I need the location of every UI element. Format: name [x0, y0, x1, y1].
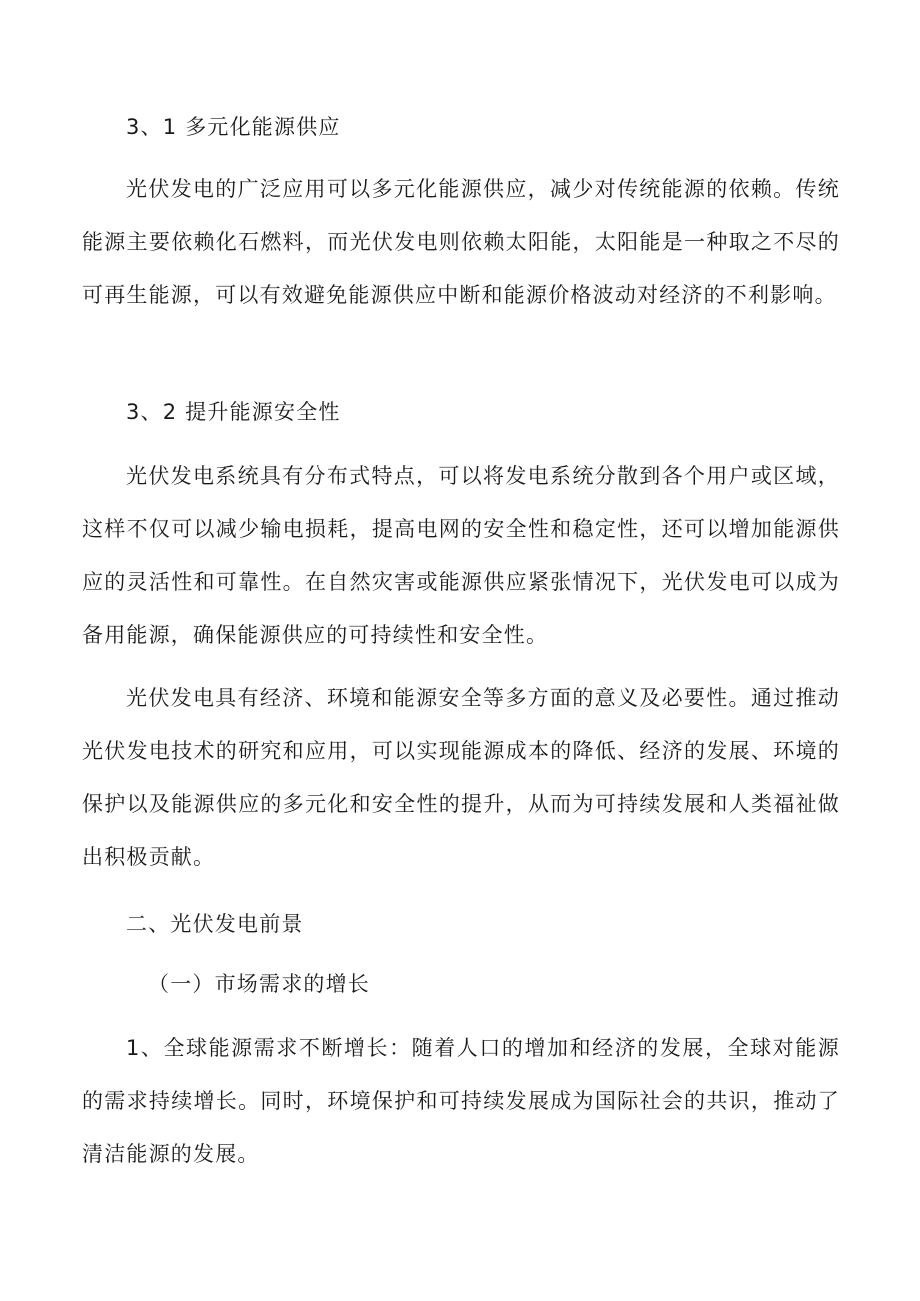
paragraph-summary: 光伏发电具有经济、环境和能源安全等多方面的意义及必要性。通过推动光伏发电技术的研究和应用，可以实现能源成本的降低、经济的发展、环境的保护以及能源供应的多元化和安全性的提升，从而为可持续发展和人类福祉做出积极贡献。 — [82, 686, 840, 869]
section-heading-3-2: 3、2 提升能源安全性 — [126, 400, 341, 424]
subsection-heading-market-demand: （一）市场需求的增长 — [148, 972, 370, 996]
paragraph-global-demand: 1、全球能源需求不断增长：随着人口的增加和经济的发展，全球对能源的需求持续增长。同时，环境保护和可持续发展成为国际社会的共识，推动了清洁能源的发展。 — [82, 1036, 840, 1166]
section-heading-3-1: 3、1 多元化能源供应 — [126, 115, 341, 139]
paragraph-energy-security: 光伏发电系统具有分布式特点，可以将发电系统分散到各个用户或区域，这样不仅可以减少输电损耗，提高电网的安全性和稳定性，还可以增加能源供应的灵活性和可靠性。在自然灾害或能源供应紧张情况下，光伏发电可以成为备用能源，确保能源供应的可持续性和安全性。 — [82, 464, 840, 647]
paragraph-diversified-supply: 光伏发电的广泛应用可以多元化能源供应，减少对传统能源的依赖。传统能源主要依赖化石燃料，而光伏发电则依赖太阳能，太阳能是一种取之不尽的可再生能源，可以有效避免能源供应中断和能源价格波动对经济的不利影响。 — [82, 177, 840, 307]
chapter-heading-prospects: 二、光伏发电前景 — [126, 912, 304, 936]
